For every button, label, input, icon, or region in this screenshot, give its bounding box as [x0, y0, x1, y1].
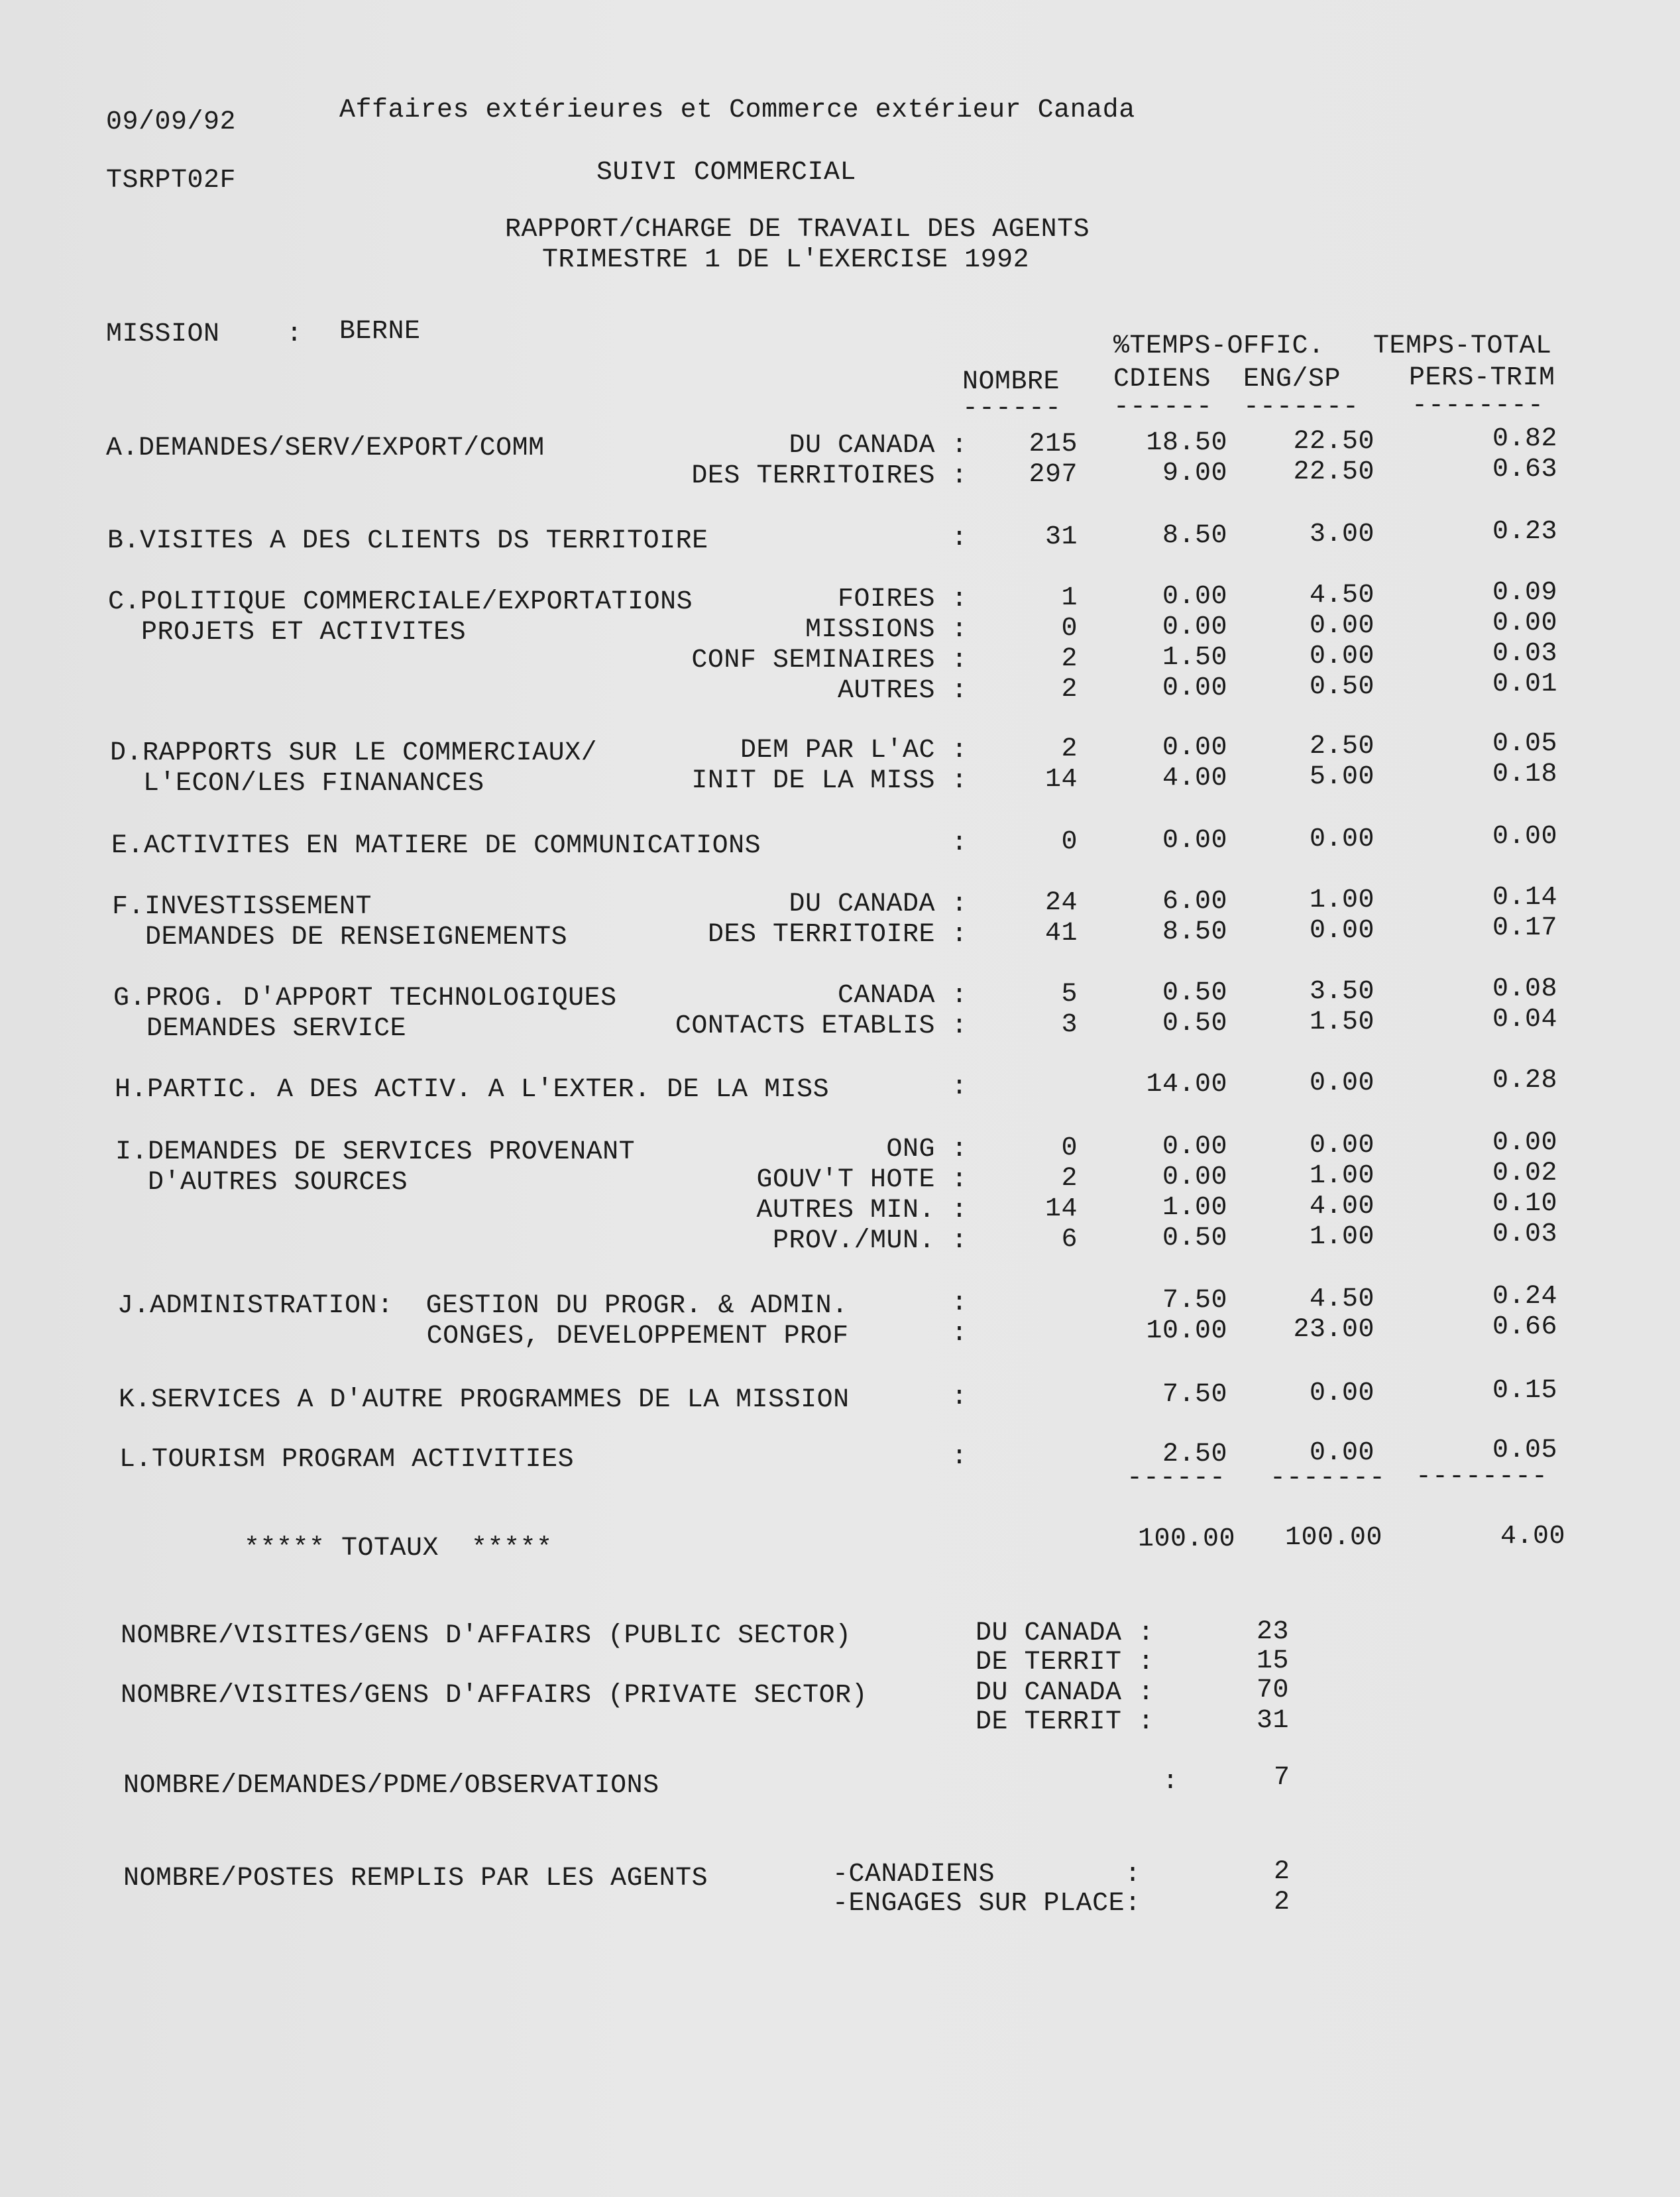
row-category: DU CANADA : [789, 889, 968, 919]
row-perstrim: 0.17 [1492, 913, 1557, 943]
row-cdiens: 0.00 [1162, 673, 1227, 703]
row-label: C.POLITIQUE COMMERCIALE/EXPORTATIONS [108, 587, 693, 617]
row-perstrim: 0.15 [1492, 1376, 1557, 1406]
totals-cdiens: 100.00 [1137, 1524, 1235, 1554]
row-cdiens: 8.50 [1162, 917, 1227, 947]
row-engsp: 0.00 [1309, 611, 1374, 641]
row-label: H.PARTIC. A DES ACTIV. A L'EXTER. DE LA MISS [115, 1075, 830, 1105]
public-territ-label: DE TERRIT : [976, 1648, 1154, 1677]
row-label: L'ECON/LES FINANANCES [111, 769, 484, 799]
row-category: AUTRES : [837, 676, 968, 706]
row-label: E.ACTIVITES EN MATIERE DE COMMUNICATIONS [111, 831, 761, 861]
row-nombre: 24 [1044, 888, 1078, 918]
row-perstrim: 0.10 [1492, 1189, 1557, 1219]
row-engsp: 0.00 [1309, 642, 1374, 671]
row-category: GOUV'T HOTE : [756, 1165, 968, 1195]
row-label: G.PROG. D'APPORT TECHNOLOGIQUES [113, 984, 617, 1013]
row-cdiens: 4.00 [1162, 763, 1227, 793]
private-sector-label: NOMBRE/VISITES/GENS D'AFFAIRS (PRIVATE SECTOR) [121, 1681, 868, 1711]
col-nombre: NOMBRE [962, 367, 1060, 397]
row-perstrim: 0.04 [1492, 1005, 1557, 1035]
row-nombre: 1 [1061, 583, 1078, 613]
organization-name: Affaires extérieures et Commerce extérieur Canada [339, 95, 1135, 125]
row-engsp: 4.50 [1309, 581, 1374, 610]
row-perstrim: 0.18 [1492, 760, 1557, 789]
row-cdiens: 6.00 [1162, 887, 1227, 917]
row-engsp: 1.00 [1309, 885, 1374, 915]
public-territ-value: 15 [1257, 1646, 1290, 1676]
row-category: DEM PAR L'AC : [740, 736, 968, 765]
pdme-colon: : [1162, 1767, 1179, 1797]
private-canada-value: 70 [1257, 1675, 1290, 1705]
row-label: DEMANDES SERVICE [114, 1014, 407, 1044]
totals-perstrim: 4.00 [1500, 1522, 1565, 1551]
row-cdiens: 8.50 [1162, 521, 1227, 551]
row-label: D.RAPPORTS SUR LE COMMERCIAUX/ [110, 738, 598, 768]
row-cdiens: 2.50 [1162, 1439, 1227, 1469]
row-nombre: 2 [1061, 675, 1078, 704]
row-perstrim: 0.28 [1492, 1066, 1557, 1096]
row-cdiens: 7.50 [1162, 1286, 1227, 1316]
row-engsp: 4.50 [1309, 1284, 1374, 1314]
row-cdiens: 0.00 [1162, 826, 1227, 856]
postes-canadiens-label: -CANADIENS : [832, 1860, 1141, 1889]
row-nombre: 2 [1061, 734, 1078, 764]
row-category: CANADA : [837, 981, 968, 1011]
row-perstrim: 0.00 [1492, 822, 1557, 852]
row-perstrim: 0.00 [1492, 1128, 1557, 1158]
row-perstrim: 0.02 [1492, 1158, 1557, 1188]
row-nombre: 0 [1061, 827, 1078, 857]
dash-nombre: ------ [962, 394, 1062, 423]
row-nombre: 297 [1029, 460, 1078, 490]
row-perstrim: 0.66 [1492, 1312, 1557, 1342]
totals-label: ***** TOTAUX ***** [244, 1534, 553, 1563]
row-category: INIT DE LA MISS : [691, 766, 968, 796]
row-engsp: 2.50 [1309, 732, 1374, 761]
row-category: : [951, 828, 968, 858]
row-cdiens: 9.00 [1162, 459, 1227, 488]
row-nombre: 14 [1044, 1194, 1078, 1224]
row-cdiens: 14.00 [1146, 1070, 1227, 1099]
row-category: MISSIONS : [805, 615, 968, 645]
col-engsp: ENG/SP [1243, 365, 1341, 394]
row-engsp: 0.00 [1309, 1131, 1374, 1160]
row-category: : [951, 1072, 968, 1102]
row-engsp: 22.50 [1293, 457, 1374, 487]
row-engsp: 0.00 [1309, 916, 1374, 946]
row-perstrim: 0.82 [1492, 424, 1557, 454]
row-perstrim: 0.63 [1492, 455, 1557, 484]
row-nombre: 5 [1061, 980, 1078, 1009]
row-perstrim: 0.05 [1492, 1436, 1557, 1465]
row-engsp: 5.00 [1309, 762, 1374, 792]
pct-header: %TEMPS-OFFIC. [1113, 331, 1325, 361]
row-perstrim: 0.03 [1492, 639, 1557, 669]
public-canada-label: DU CANADA : [976, 1618, 1154, 1648]
row-cdiens: 1.50 [1162, 643, 1227, 673]
pdme-value: 7 [1274, 1763, 1290, 1793]
row-category: CONF SEMINAIRES : [691, 646, 968, 675]
row-category: DES TERRITOIRE : [707, 920, 968, 950]
row-nombre: 0 [1061, 614, 1078, 644]
row-perstrim: 0.08 [1492, 974, 1557, 1004]
row-label: J.ADMINISTRATION: GESTION DU PROGR. & ADMIN. [117, 1291, 848, 1321]
mission-value: BERNE [339, 317, 421, 347]
row-engsp: 0.00 [1309, 824, 1374, 854]
postes-canadiens-value: 2 [1274, 1857, 1290, 1887]
system-name: SUIVI COMMERCIAL [596, 158, 857, 188]
totals-dash-engsp: ------- [1270, 1463, 1386, 1493]
total-header: TEMPS-TOTAL [1373, 331, 1552, 361]
row-nombre: 215 [1029, 429, 1078, 459]
row-label: D'AUTRES SOURCES [115, 1168, 408, 1198]
row-nombre: 2 [1061, 644, 1078, 674]
row-category: : [951, 1288, 968, 1318]
public-canada-value: 23 [1257, 1617, 1290, 1647]
postes-engages-value: 2 [1274, 1887, 1290, 1917]
row-label: DEMANDES DE RENSEIGNEMENTS [113, 923, 568, 952]
row-engsp: 1.00 [1309, 1222, 1374, 1252]
row-cdiens: 7.50 [1162, 1380, 1227, 1410]
row-engsp: 3.00 [1309, 520, 1374, 549]
row-category: CONTACTS ETABLIS : [675, 1011, 968, 1041]
dash-perstrim: -------- [1412, 391, 1545, 421]
row-engsp: 0.00 [1309, 1379, 1374, 1408]
row-engsp: 0.00 [1309, 1068, 1374, 1098]
row-cdiens: 0.50 [1162, 1009, 1227, 1039]
public-sector-label: NOMBRE/VISITES/GENS D'AFFAIRS (PUBLIC SECTOR) [121, 1621, 852, 1651]
row-perstrim: 0.01 [1492, 669, 1557, 699]
row-engsp: 4.00 [1309, 1192, 1374, 1221]
mission-colon: : [286, 319, 303, 349]
postes-label: NOMBRE/POSTES REMPLIS PAR LES AGENTS [123, 1864, 708, 1893]
report-title: RAPPORT/CHARGE DE TRAVAIL DES AGENTS [505, 215, 1090, 245]
row-label: F.INVESTISSEMENT [112, 892, 372, 922]
row-engsp: 0.50 [1309, 672, 1374, 702]
postes-engages-label: -ENGAGES SUR PLACE: [832, 1889, 1141, 1919]
row-perstrim: 0.23 [1492, 517, 1557, 547]
row-category: : [951, 1319, 968, 1349]
row-category: : [951, 1442, 968, 1472]
row-label: CONGES, DEVELOPPEMENT PROF [118, 1322, 849, 1351]
mission-label: MISSION [106, 319, 220, 349]
row-perstrim: 0.14 [1492, 883, 1557, 913]
row-cdiens: 0.50 [1162, 978, 1227, 1008]
row-label: I.DEMANDES DE SERVICES PROVENANT [115, 1137, 636, 1167]
row-nombre: 2 [1061, 1164, 1078, 1194]
row-perstrim: 0.00 [1492, 608, 1557, 638]
row-engsp: 22.50 [1293, 427, 1374, 457]
row-perstrim: 0.24 [1492, 1282, 1557, 1312]
totals-engsp: 100.00 [1284, 1523, 1382, 1553]
row-cdiens: 0.00 [1162, 612, 1227, 642]
row-category: FOIRES : [837, 585, 968, 614]
row-nombre: 14 [1044, 765, 1078, 795]
row-cdiens: 0.00 [1162, 582, 1227, 612]
row-engsp: 23.00 [1293, 1315, 1374, 1345]
row-cdiens: 0.00 [1162, 1162, 1227, 1192]
row-category: PROV./MUN. : [772, 1226, 968, 1256]
private-territ-value: 31 [1257, 1706, 1290, 1736]
report-code: TSRPT02F [106, 166, 237, 196]
row-perstrim: 0.03 [1492, 1219, 1557, 1249]
row-cdiens: 18.50 [1146, 428, 1227, 458]
report-period: TRIMESTRE 1 DE L'EXERCISE 1992 [542, 245, 1030, 275]
row-label: B.VISITES A DES CLIENTS DS TERRITOIRE [107, 526, 708, 556]
row-nombre: 0 [1061, 1133, 1078, 1163]
totals-dash-cdiens: ------ [1127, 1463, 1227, 1493]
private-canada-label: DU CANADA : [976, 1678, 1154, 1708]
row-cdiens: 10.00 [1146, 1316, 1227, 1346]
row-nombre: 31 [1044, 522, 1078, 552]
row-category: : [951, 1382, 968, 1412]
private-territ-label: DE TERRIT : [976, 1707, 1154, 1737]
col-cdiens: CDIENS [1113, 365, 1211, 394]
report-date: 09/09/92 [106, 107, 237, 137]
row-cdiens: 0.00 [1162, 733, 1227, 763]
row-cdiens: 1.00 [1162, 1193, 1227, 1223]
col-perstrim: PERS-TRIM [1409, 363, 1555, 393]
row-engsp: 1.50 [1309, 1007, 1374, 1037]
row-cdiens: 0.00 [1162, 1132, 1227, 1162]
pdme-label: NOMBRE/DEMANDES/PDME/OBSERVATIONS [123, 1771, 659, 1801]
row-label: A.DEMANDES/SERV/EXPORT/COMM [106, 433, 545, 463]
row-label: L.TOURISM PROGRAM ACTIVITIES [119, 1445, 575, 1475]
dash-cdiens: ------ [1113, 392, 1213, 422]
row-category: ONG : [886, 1135, 968, 1164]
row-engsp: 1.00 [1309, 1161, 1374, 1191]
row-label: PROJETS ET ACTIVITES [109, 618, 467, 648]
dash-engsp: ------- [1243, 392, 1360, 422]
row-label: K.SERVICES A D'AUTRE PROGRAMMES DE LA MISSION [119, 1385, 850, 1415]
row-perstrim: 0.05 [1492, 729, 1557, 759]
row-nombre: 6 [1061, 1225, 1078, 1255]
row-nombre: 3 [1061, 1010, 1078, 1040]
row-category: : [951, 524, 968, 553]
row-nombre: 41 [1044, 919, 1078, 948]
row-category: DU CANADA : [789, 431, 968, 461]
row-engsp: 0.00 [1309, 1438, 1374, 1468]
row-category: DES TERRITOIRES : [691, 461, 968, 491]
totals-dash-perstrim: -------- [1416, 1462, 1549, 1492]
row-perstrim: 0.09 [1492, 578, 1557, 608]
row-category: AUTRES MIN. : [756, 1196, 968, 1225]
row-engsp: 3.50 [1309, 977, 1374, 1007]
row-cdiens: 0.50 [1162, 1223, 1227, 1253]
